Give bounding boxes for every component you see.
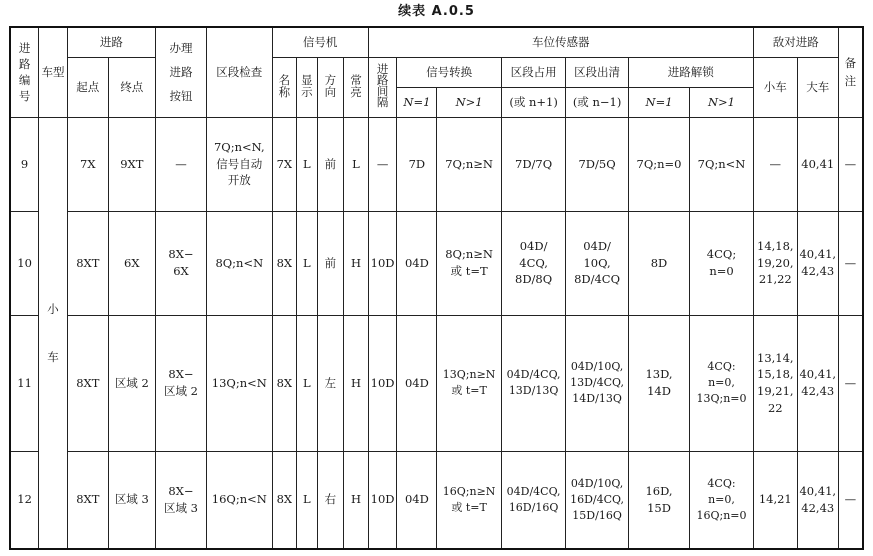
cell-sig-display: L bbox=[297, 211, 317, 315]
cell-unlock-ngt1: 4CQ: n=0, 13Q;n=0 bbox=[690, 315, 754, 451]
table-title: 续表 A.0.5 bbox=[398, 4, 475, 19]
header-start: 起点 bbox=[67, 57, 108, 117]
cell-switch-ngt1: 13Q;n≥N 或 t=T bbox=[437, 315, 502, 451]
table-row bbox=[10, 315, 863, 451]
cell-interval: — bbox=[368, 117, 397, 211]
cell-vehicle-type: 小车 bbox=[39, 117, 68, 549]
cell-button: — bbox=[155, 117, 206, 211]
header-route-no: 进路编号 bbox=[10, 27, 39, 117]
cell-sig-steady: L bbox=[344, 117, 369, 211]
cell-unlock-n1: 16D, 15D bbox=[628, 451, 689, 549]
cell-remark: — bbox=[838, 117, 863, 211]
header-end: 终点 bbox=[108, 57, 155, 117]
table-row bbox=[10, 451, 863, 549]
cell-occupy: 04D/4CQ, 13D/13Q bbox=[501, 315, 566, 451]
cell-section-check: 13Q;n<N bbox=[207, 315, 273, 451]
header-handle-button: 办理进路按钮 bbox=[155, 27, 206, 117]
cell-clear: 04D/10Q, 16D/4CQ, 15D/16Q bbox=[566, 451, 628, 549]
header-section-occupy: 区段占用 bbox=[501, 57, 566, 87]
cell-occupy: 04D/ 4CQ, 8D/8Q bbox=[501, 211, 566, 315]
table-row bbox=[10, 117, 863, 211]
cell-switch-ngt1: 8Q;n≥N 或 t=T bbox=[437, 211, 502, 315]
cell-occupy: 7D/7Q bbox=[501, 117, 566, 211]
cell-sig-direction: 右 bbox=[317, 451, 344, 549]
cell-remark: — bbox=[838, 315, 863, 451]
cell-conflict-small: 14,21 bbox=[753, 451, 797, 549]
cell-end: 6X bbox=[108, 211, 155, 315]
cell-end: 区域 2 bbox=[108, 315, 155, 451]
cell-clear: 04D/ 10Q, 8D/4CQ bbox=[566, 211, 628, 315]
cell-conflict-small: — bbox=[753, 117, 797, 211]
cell-conflict-small: 13,14, 15,18, 19,21, 22 bbox=[753, 315, 797, 451]
cell-route-no: 11 bbox=[10, 315, 39, 451]
cell-conflict-big: 40,41 bbox=[797, 117, 838, 211]
cell-conflict-big: 40,41, 42,43 bbox=[797, 315, 838, 451]
header-big-car: 大车 bbox=[797, 57, 838, 117]
header-clear-sub: (或 n−1) bbox=[566, 87, 628, 117]
header-small-car: 小车 bbox=[753, 57, 797, 117]
cell-route-no: 9 bbox=[10, 117, 39, 211]
header-route: 进路 bbox=[67, 27, 155, 57]
table-row bbox=[10, 211, 863, 315]
cell-button: 8X− 区域 3 bbox=[155, 451, 206, 549]
cell-sig-display: L bbox=[297, 315, 317, 451]
header-conflict-route: 敌对进路 bbox=[753, 27, 838, 57]
cell-remark: — bbox=[838, 211, 863, 315]
header-unlock-ngt1: N>1 bbox=[690, 87, 754, 117]
header-switch-ngt1: N>1 bbox=[437, 87, 502, 117]
cell-unlock-n1: 8D bbox=[628, 211, 689, 315]
cell-sig-direction: 左 bbox=[317, 315, 344, 451]
cell-end: 区域 3 bbox=[108, 451, 155, 549]
cell-sig-display: L bbox=[297, 117, 317, 211]
header-signal-switch: 信号转换 bbox=[397, 57, 501, 87]
cell-sig-name: 8X bbox=[272, 315, 297, 451]
cell-unlock-n1: 13D, 14D bbox=[628, 315, 689, 451]
cell-switch-n1: 04D bbox=[397, 211, 437, 315]
header-signal: 信号机 bbox=[272, 27, 368, 57]
cell-conflict-big: 40,41, 42,43 bbox=[797, 451, 838, 549]
cell-start: 8XT bbox=[67, 315, 108, 451]
header-section-check: 区段检查 bbox=[207, 27, 273, 117]
header-unlock-n1: N=1 bbox=[628, 87, 689, 117]
cell-interval: 10D bbox=[368, 451, 397, 549]
cell-sig-direction: 前 bbox=[317, 117, 344, 211]
cell-start: 8XT bbox=[67, 451, 108, 549]
cell-unlock-ngt1: 7Q;n<N bbox=[690, 117, 754, 211]
cell-route-no: 10 bbox=[10, 211, 39, 315]
header-signal-display: 显示 bbox=[297, 57, 317, 117]
cell-switch-n1: 04D bbox=[397, 451, 437, 549]
header-signal-steady: 常亮 bbox=[344, 57, 369, 117]
cell-start: 7X bbox=[67, 117, 108, 211]
cell-route-no: 12 bbox=[10, 451, 39, 549]
cell-sig-direction: 前 bbox=[317, 211, 344, 315]
cell-start: 8XT bbox=[67, 211, 108, 315]
cell-section-check: 16Q;n<N bbox=[207, 451, 273, 549]
header-route-unlock: 进路解锁 bbox=[628, 57, 753, 87]
cell-clear: 04D/10Q, 13D/4CQ, 14D/13Q bbox=[566, 315, 628, 451]
cell-sig-name: 8X bbox=[272, 451, 297, 549]
header-route-interval: 进路间隔 bbox=[368, 57, 397, 117]
header-signal-name: 名称 bbox=[272, 57, 297, 117]
cell-unlock-ngt1: 4CQ; n=0 bbox=[690, 211, 754, 315]
cell-conflict-small: 14,18, 19,20, 21,22 bbox=[753, 211, 797, 315]
cell-conflict-big: 40,41, 42,43 bbox=[797, 211, 838, 315]
cell-sig-steady: H bbox=[344, 211, 369, 315]
cell-unlock-n1: 7Q;n=0 bbox=[628, 117, 689, 211]
cell-occupy: 04D/4CQ, 16D/16Q bbox=[501, 451, 566, 549]
cell-button: 8X− 区域 2 bbox=[155, 315, 206, 451]
header-vehicle-type: 车型 bbox=[39, 27, 68, 117]
cell-switch-n1: 04D bbox=[397, 315, 437, 451]
header-sensor: 车位传感器 bbox=[368, 27, 753, 57]
cell-section-check: 7Q;n<N, 信号自动 开放 bbox=[207, 117, 273, 211]
header-signal-direction: 方向 bbox=[317, 57, 344, 117]
cell-sig-steady: H bbox=[344, 451, 369, 549]
cell-unlock-ngt1: 4CQ: n=0, 16Q;n=0 bbox=[690, 451, 754, 549]
route-table bbox=[9, 26, 864, 550]
cell-sig-display: L bbox=[297, 451, 317, 549]
cell-sig-name: 8X bbox=[272, 211, 297, 315]
cell-sig-name: 7X bbox=[272, 117, 297, 211]
header-section-clear: 区段出清 bbox=[566, 57, 628, 87]
cell-button: 8X− 6X bbox=[155, 211, 206, 315]
cell-switch-ngt1: 7Q;n≥N bbox=[437, 117, 502, 211]
header-remark: 备注 bbox=[838, 27, 863, 117]
cell-end: 9XT bbox=[108, 117, 155, 211]
cell-interval: 10D bbox=[368, 211, 397, 315]
cell-sig-steady: H bbox=[344, 315, 369, 451]
cell-clear: 7D/5Q bbox=[566, 117, 628, 211]
header-occupy-sub: (或 n+1) bbox=[501, 87, 566, 117]
cell-switch-ngt1: 16Q;n≥N 或 t=T bbox=[437, 451, 502, 549]
cell-section-check: 8Q;n<N bbox=[207, 211, 273, 315]
header-switch-n1: N=1 bbox=[397, 87, 437, 117]
cell-interval: 10D bbox=[368, 315, 397, 451]
cell-remark: — bbox=[838, 451, 863, 549]
cell-switch-n1: 7D bbox=[397, 117, 437, 211]
